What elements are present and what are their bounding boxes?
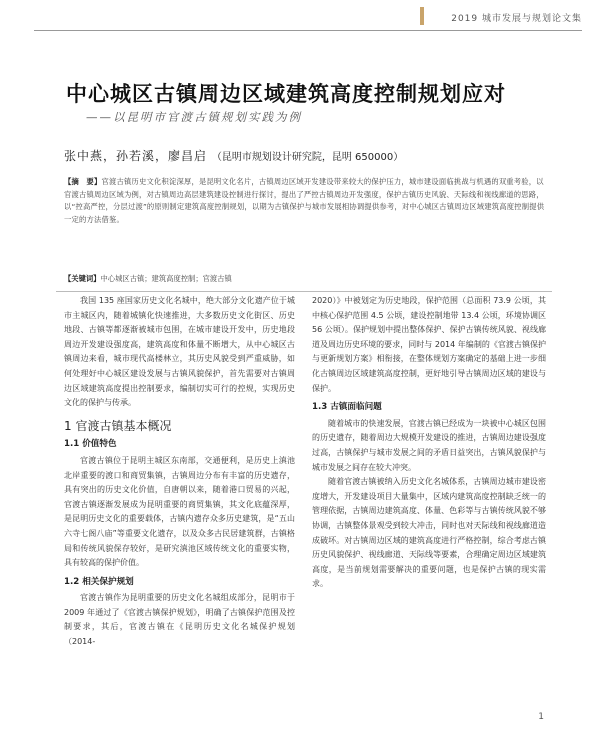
header-rule — [34, 30, 582, 31]
page-subtitle: ——以昆明市官渡古镇规划实践为例 — [86, 110, 302, 124]
author-line — [64, 147, 403, 164]
abstract-label: 【摘 要】 — [64, 177, 102, 186]
keywords-label: 【关键词】 — [64, 274, 101, 283]
right-column — [312, 294, 546, 592]
subsection-heading: 1.3 古镇面临问题 — [312, 402, 382, 413]
page-number: 1 — [538, 712, 544, 722]
body-paragraph: 官渡古镇作为昆明重要的历史文化名城组成部分，昆明市于 2009 年通过了《官渡古镇保护规划》，明确了古镇保护范围及控制要求，其后，官渡古镇在《昆明历史文化名城保护规划（2014- — [64, 593, 295, 647]
keywords-text: 中心城区古镇；建筑高度控制；官渡古镇 — [100, 274, 232, 283]
abstract-divider — [56, 291, 552, 292]
left-column — [64, 294, 295, 650]
author-names: 张中燕，孙若溪，廖昌启 — [64, 149, 208, 163]
body-paragraph: 2020）》中被划定为历史地段，保护范围（总面积 73.9 公顷，其中核心保护范围 4.5 公顷，建设控制地带 13.4 公顷，环境协调区 56 公顷）。保护规划中提出整体保护、保护古镇传统风貌、视线廊道及周边历史环境的要求，同时与 2014 年编制的《官渡古镇保护与更新规划方案》相衔接，在整体规划方案确定的基础上进一步细化古镇周边区域建筑高度控制，更好地引导古镇周边区域的建设与保护。 — [312, 296, 546, 393]
author-affiliation: （昆明市规划设计研究院，昆明 650000） — [211, 152, 404, 163]
body-paragraph: 随着城市的快速发展，官渡古镇已经成为一块被中心城区包围的历史遗存，随着周边大规模开发建设的推进，古镇周边建设强度过高，古镇保护与城市发展之间的矛盾日益突出，古镇风貌保护与城市发展之间存在较大冲突。 — [312, 418, 546, 472]
page-title: 中心城区古镇周边区域建筑高度控制规划应对 — [66, 82, 506, 106]
body-paragraph: 随着官渡古镇被纳入历史文化名城体系，古镇周边城市建设密度增大，开发建设项目大量集中，区域内建筑高度控制缺乏统一的管理依据，古镇周边建筑高度、体量、色彩等与古镇传统风貌不够协调，古镇整体景观受到较大冲击，同时也对天际线和视线廊道造成破坏。对古镇周边区域的建筑高度进行严格控制，综合考虑古镇历史风貌保护、视线廊道、天际线等要素，合理确定周边区域建筑高度，是当前规划需要解决的重要问题，也是保护古镇的现实需求。 — [312, 477, 546, 589]
body-paragraph: 官渡古镇位于昆明主城区东南部，交通便利，是历史上滇池北岸重要的渡口和商贸集镇，古镇周边分布有丰富的历史遗存，具有突出的历史文化价值，自唐朝以来，随着港口贸易的兴起，官渡古镇逐渐发展成为昆明重要的商贸集镇，其文化底蕴深厚，是昆明历史文化的重要载体，古镇内遗存众多历史建筑，是“五山六寺七阁八庙”等重要文化遗存，以及众多古民居建筑群，古镇格局和传统风貌保存较好，是研究滇池区域传统文化的重要实物，具有较高的保护价值。 — [64, 455, 295, 568]
keywords — [64, 274, 546, 284]
subsection-heading: 1.2 相关保护规划 — [64, 576, 134, 587]
abstract-text: 官渡古镇历史文化积淀深厚，是昆明文化名片，古镇周边区域开发建设带来较大的保护压力，城市建设面临挑战与机遇的双重考验，以官渡古镇周边区域为例，对古镇周边高层建筑建设控制进行探讨，提出了严控古镇周边开发强度，保护古镇历史风貌、天际线和视线廊道的思路，以“控高严控，分层过渡”的原则制定建筑高度控制规划，以期为古镇保护与城市发展相协调提供参考，对中心城区古镇周边区域建筑高度控制提供一定的方法借鉴。 — [64, 177, 545, 224]
header-accent-mark — [420, 7, 424, 25]
section-heading: 1 官渡古镇基本概况 — [64, 418, 172, 433]
intro-paragraph: 我国 135 座国家历史文化名城中，绝大部分文化遗产位于城市主城区内，随着城镇化快速推进，大多数历史文化街区、历史地段、古镇等都逐渐被城市包围，在城市建设开发中，历史地段周边开发建设强度高，建筑高度和体量不断增大，从中心城区古镇周边来看，城市现代高楼林立，其历史风貌受到严重威胁，如何处理好中心城区建设发展与古镇风貌保护，首先需要对古镇周边区域建筑高度提出控制要求，编制切实可行的控规，实现历史文化的保护与传承。 — [64, 296, 295, 408]
subsection-heading: 1.1 价值特色 — [64, 439, 117, 450]
journal-header: 2019 城市发展与规划论文集 — [451, 14, 582, 24]
abstract — [64, 176, 546, 226]
